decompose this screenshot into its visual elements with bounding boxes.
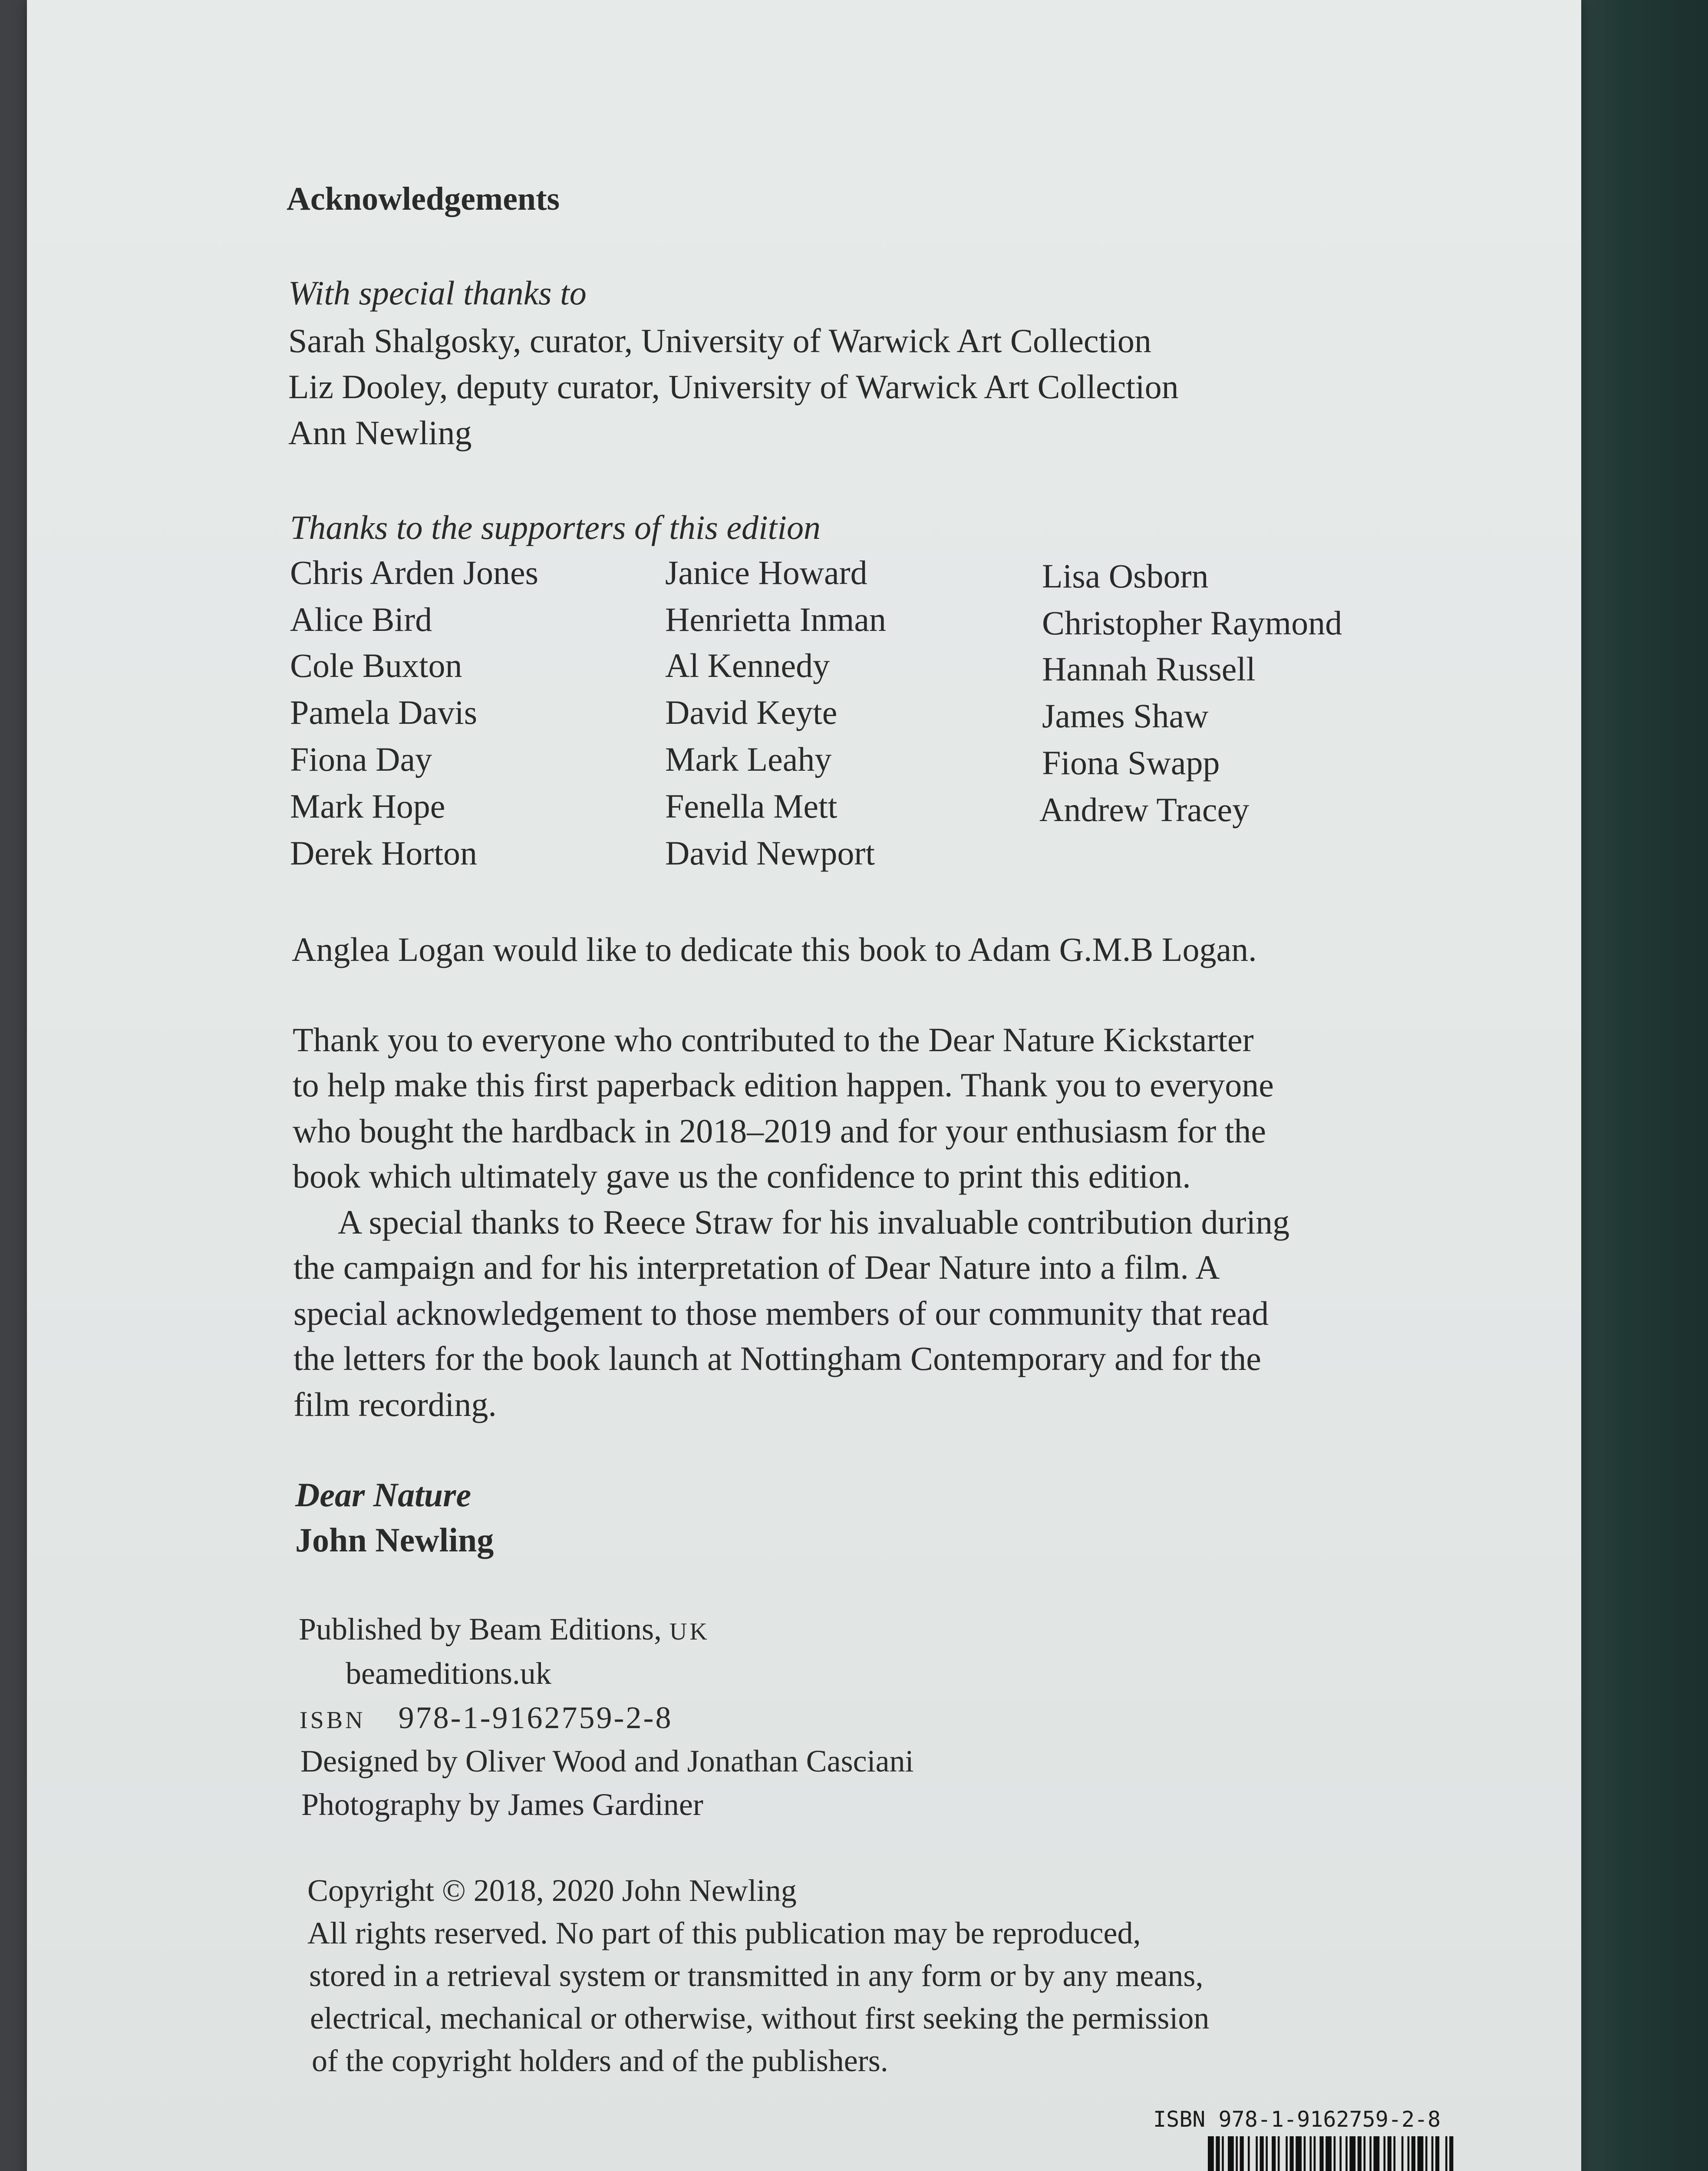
supporter-name: Fiona Swapp bbox=[1042, 744, 1220, 782]
barcode-bar bbox=[1408, 2136, 1410, 2171]
barcode-bar bbox=[1314, 2136, 1316, 2171]
copyright-line: Copyright © 2018, 2020 John Newling bbox=[307, 1873, 797, 1908]
barcode-bar bbox=[1208, 2136, 1214, 2171]
barcode-bar bbox=[1401, 2136, 1404, 2171]
barcode-bar bbox=[1286, 2136, 1288, 2171]
barcode-bar bbox=[1388, 2136, 1391, 2171]
barcode-bar bbox=[1326, 2136, 1332, 2171]
barcode-bar bbox=[1384, 2136, 1386, 2171]
paragraph-line: A special thanks to Reece Straw for his invaluable contribution during bbox=[338, 1203, 1290, 1241]
barcode-bar bbox=[1296, 2136, 1302, 2171]
barcode-bar bbox=[1289, 2136, 1293, 2171]
barcode-bar bbox=[1304, 2136, 1306, 2171]
barcode-bar bbox=[1228, 2136, 1234, 2171]
copyright-notice-line: stored in a retrieval system or transmitted in any form or by any means, bbox=[309, 1958, 1204, 1993]
copyright-notice-line: of the copyright holders and of the publishers. bbox=[312, 2043, 888, 2078]
barcode-bar bbox=[1339, 2136, 1342, 2171]
photography-credit: Photography by James Gardiner bbox=[301, 1787, 703, 1822]
barcode-bar bbox=[1319, 2136, 1323, 2171]
barcode-bar bbox=[1411, 2136, 1415, 2171]
book-cover-edge bbox=[1572, 0, 1708, 2171]
barcode-bar bbox=[1431, 2136, 1434, 2171]
barcode-bar bbox=[1272, 2136, 1276, 2171]
barcode-bar bbox=[1309, 2136, 1312, 2171]
isbn-number: 978-1-9162759-2-8 bbox=[398, 1700, 673, 1735]
barcode-bar bbox=[1374, 2136, 1380, 2171]
barcode-bar bbox=[1358, 2136, 1362, 2171]
supporter-name: Derek Horton bbox=[290, 834, 478, 872]
isbn-line bbox=[300, 1702, 673, 1733]
paragraph-line: special acknowledgement to those members of our community that read bbox=[293, 1294, 1269, 1332]
supporter-name: Mark Leahy bbox=[665, 740, 832, 778]
supporter-name: Andrew Tracey bbox=[1039, 791, 1250, 828]
barcode-bar bbox=[1394, 2136, 1396, 2171]
isbn-label: ISBN bbox=[300, 1707, 366, 1734]
barcode-image bbox=[1208, 2136, 1455, 2171]
barcode-bar bbox=[1449, 2136, 1453, 2171]
supporter-name: Christopher Raymond bbox=[1042, 604, 1342, 642]
supporter-name: David Newport bbox=[665, 834, 875, 872]
barcode-bar bbox=[1266, 2136, 1268, 2171]
supporter-name: Fenella Mett bbox=[665, 787, 838, 825]
book-page bbox=[27, 0, 1581, 2171]
barcode-bar bbox=[1425, 2136, 1428, 2171]
barcode-bar bbox=[1216, 2136, 1220, 2171]
paragraph-line: film recording. bbox=[293, 1386, 497, 1423]
paragraph-line: the campaign and for his interpretation of Dear Nature into a film. A bbox=[293, 1248, 1220, 1286]
acknowledgements-title: Acknowledgements bbox=[287, 181, 560, 217]
special-thanks-line: Ann Newling bbox=[288, 414, 472, 452]
copyright-notice-line: electrical, mechanical or otherwise, without first seeking the permission bbox=[310, 2001, 1210, 2036]
book-author: John Newling bbox=[295, 1521, 494, 1559]
barcode-bar bbox=[1369, 2136, 1372, 2171]
special-thanks-heading: With special thanks to bbox=[288, 274, 587, 312]
published-country: UK bbox=[669, 1618, 710, 1645]
supporter-name: Hannah Russell bbox=[1042, 650, 1256, 688]
supporter-name: Mark Hope bbox=[290, 787, 445, 825]
barcode-bar bbox=[1278, 2136, 1280, 2171]
supporter-name: Lisa Osborn bbox=[1042, 557, 1209, 595]
special-thanks-line: Sarah Shalgosky, curator, University of Warwick Art Collection bbox=[288, 322, 1151, 360]
paragraph-line: to help make this first paperback edition happen. Thank you to everyone bbox=[293, 1066, 1274, 1104]
publisher-website: beameditions.uk bbox=[346, 1656, 551, 1691]
barcode-bar bbox=[1445, 2136, 1448, 2171]
barcode-bar bbox=[1222, 2136, 1224, 2171]
paragraph-line: book which ultimately gave us the confidence to print this edition. bbox=[293, 1157, 1191, 1195]
supporter-name: Pamela Davis bbox=[290, 693, 478, 731]
supporter-name: Henrietta Inman bbox=[665, 600, 886, 638]
supporter-name: Alice Bird bbox=[290, 600, 432, 638]
barcode-isbn-text: ISBN 978-1-9162759-2-8 bbox=[1153, 2107, 1441, 2132]
barcode-bar bbox=[1334, 2136, 1336, 2171]
barcode-bar bbox=[1236, 2136, 1238, 2171]
supporter-name: Al Kennedy bbox=[665, 647, 830, 684]
supporter-name: James Shaw bbox=[1042, 697, 1209, 735]
supporter-name: Chris Arden Jones bbox=[290, 554, 538, 591]
supporter-name: Cole Buxton bbox=[290, 647, 462, 684]
barcode-bar bbox=[1418, 2136, 1424, 2171]
barcode-bar bbox=[1248, 2136, 1250, 2171]
supporters-heading: Thanks to the supporters of this edition bbox=[290, 508, 821, 546]
special-thanks-line: Liz Dooley, deputy curator, University of Warwick Art Collection bbox=[288, 368, 1179, 406]
supporter-name: Fiona Day bbox=[290, 740, 432, 778]
supporter-name: Janice Howard bbox=[665, 554, 867, 591]
barcode-bar bbox=[1256, 2136, 1258, 2171]
published-by-text: Published by Beam Editions, bbox=[299, 1612, 662, 1646]
book-title: Dear Nature bbox=[295, 1476, 472, 1514]
dedication: Anglea Logan would like to dedicate this book to Adam G.M.B Logan. bbox=[292, 930, 1257, 968]
barcode-bar bbox=[1435, 2136, 1439, 2171]
barcode-bar bbox=[1240, 2136, 1244, 2171]
paragraph-line: Thank you to everyone who contributed to the Dear Nature Kickstarter bbox=[293, 1021, 1254, 1059]
supporter-name: David Keyte bbox=[665, 693, 838, 731]
copyright-notice-line: All rights reserved. No part of this publication may be reproduced, bbox=[307, 1916, 1141, 1950]
barcode-bar bbox=[1260, 2136, 1264, 2171]
barcode-bar bbox=[1364, 2136, 1366, 2171]
paragraph-line: the letters for the book launch at Nottingham Contemporary and for the bbox=[293, 1340, 1261, 1377]
barcode-bar bbox=[1345, 2136, 1348, 2171]
barcode-bar bbox=[1349, 2136, 1355, 2171]
published-by bbox=[299, 1613, 710, 1645]
paragraph-line: who bought the hardback in 2018–2019 and for your enthusiasm for the bbox=[293, 1112, 1266, 1150]
designed-by: Designed by Oliver Wood and Jonathan Casciani bbox=[300, 1744, 914, 1778]
